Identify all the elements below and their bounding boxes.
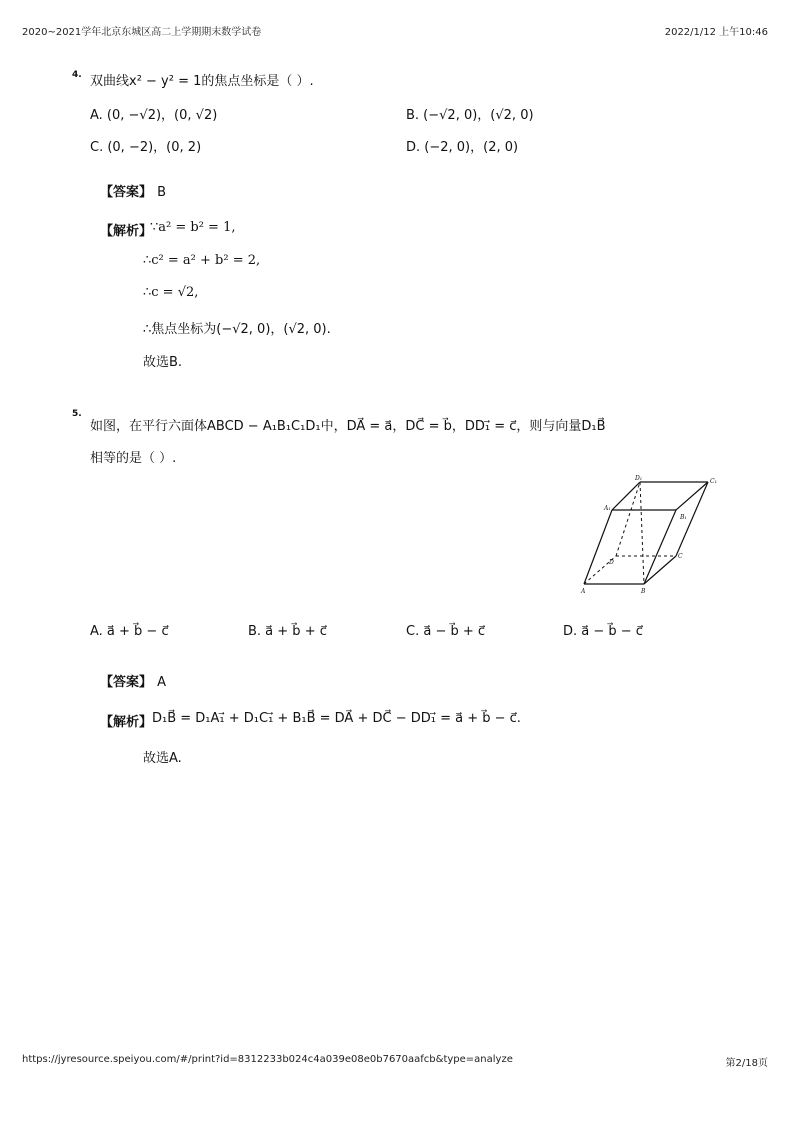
question-number: 4. (72, 70, 82, 80)
answer-value: A (157, 675, 167, 690)
question-stem-continued: 相等的是（ ）. (90, 451, 177, 466)
option-c: C. a⃗ − b⃗ + c⃗ (406, 624, 486, 639)
option-a: A. (0, −√2)，(0, √2) (90, 108, 218, 123)
document-title: 2020~2021学年北京东城区高二上学期期末数学试卷 (22, 27, 262, 38)
vertex-label: C (678, 553, 683, 560)
print-timestamp: 2022/1/12 上午10:46 (664, 27, 768, 38)
answer-label: 【答案】 (100, 675, 153, 690)
vertex-label: A (581, 588, 586, 595)
source-url[interactable]: https://jyresource.speiyou.com/#/print?id=8312233b024c4a039e08e0b7670aafcb&type=analyze (22, 1054, 513, 1065)
vertex-label: C₁ (710, 478, 717, 485)
analysis-line: D₁B⃗ = D₁A₁⃗ + D₁C₁⃗ + B₁B⃗ = DA⃗ + DC⃗ − DD₁⃗ = a⃗ + b⃗ − c⃗. (152, 711, 521, 726)
option-b: B. (−√2, 0)，(√2, 0) (406, 108, 534, 123)
question-stem: 双曲线x² − y² = 1的焦点坐标是（ ）. (90, 74, 314, 89)
vertex-label: A₁ (604, 505, 611, 512)
page-number: 第2/18页 (725, 1058, 768, 1069)
analysis-line: ∵a² = b² = 1, (150, 220, 236, 235)
question-number: 5. (72, 409, 82, 419)
analysis-line: 故选B. (143, 355, 183, 370)
vertex-label: B₁ (680, 514, 687, 521)
analysis-label: 【解析】 (100, 715, 153, 730)
analysis-line: ∴焦点坐标为(−√2, 0)，(√2, 0). (143, 322, 331, 337)
parallelepiped-figure (576, 474, 720, 598)
answer-label: 【答案】 (100, 185, 153, 200)
analysis-line: 故选A. (143, 751, 182, 766)
option-b: B. a⃗ + b⃗ + c⃗ (248, 624, 327, 639)
vertex-label: D₁ (635, 475, 643, 482)
analysis-line: ∴c² = a² + b² = 2, (143, 253, 261, 268)
answer-value: B (157, 185, 167, 200)
analysis-label: 【解析】 (100, 224, 153, 239)
option-d: D. a⃗ − b⃗ − c⃗ (563, 624, 643, 639)
option-a: A. a⃗ + b⃗ − c⃗ (90, 624, 169, 639)
option-c: C. (0, −2)，(0, 2) (90, 140, 202, 155)
vertex-label: B (641, 588, 646, 595)
analysis-line: ∴c = √2, (143, 285, 199, 300)
option-d: D. (−2, 0)，(2, 0) (406, 140, 519, 155)
vertex-label: D (609, 559, 614, 566)
question-stem: 如图，在平行六面体ABCD − A₁B₁C₁D₁中，DA⃗ = a⃗，DC⃗ = b⃗，DD₁⃗ = c⃗，则与向量D₁B⃗ (90, 419, 606, 434)
